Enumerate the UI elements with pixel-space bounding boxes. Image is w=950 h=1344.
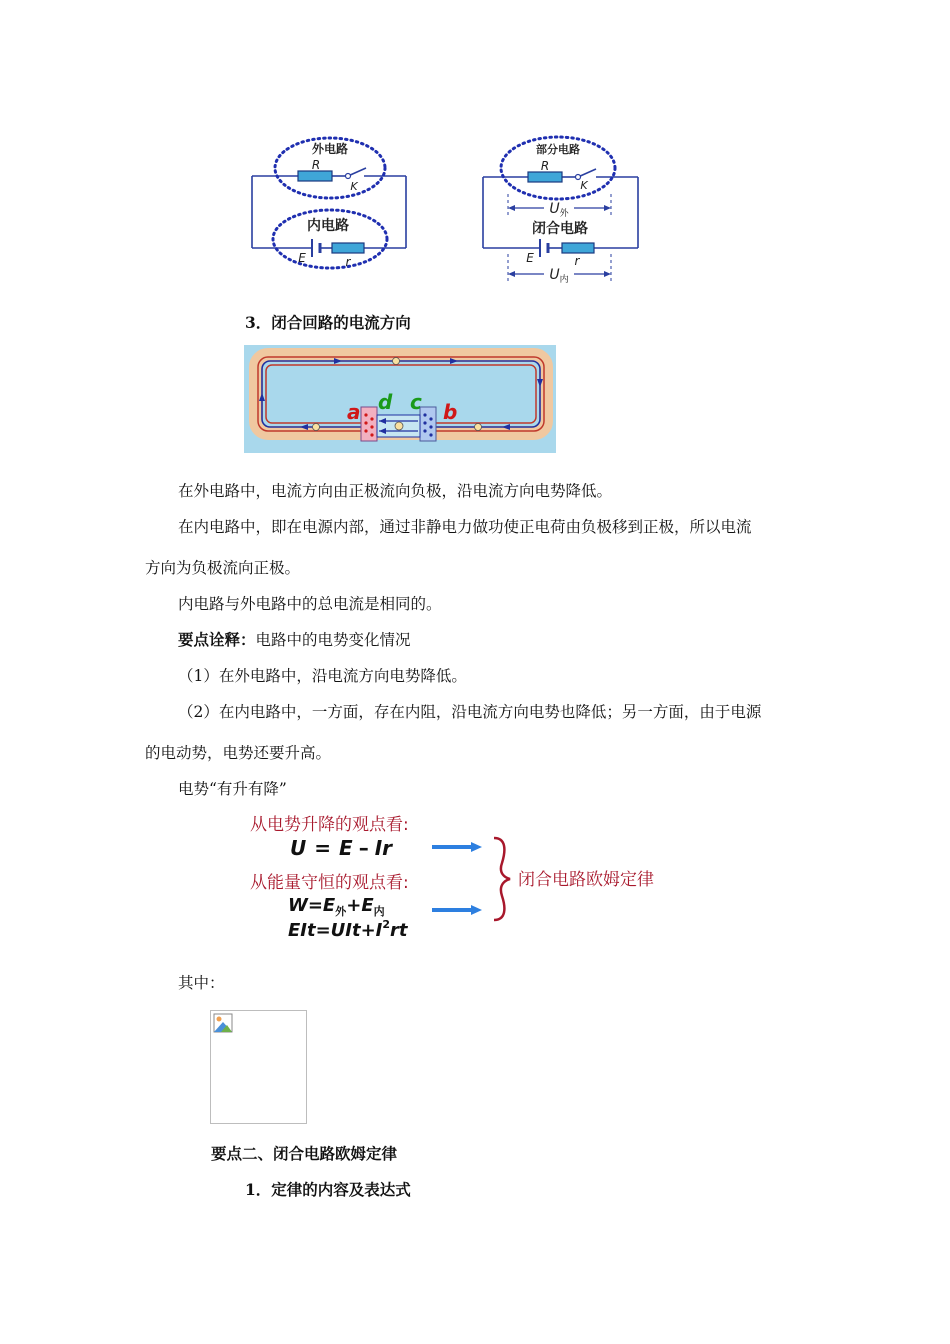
label-d: d xyxy=(378,390,393,414)
switch-K-label: K xyxy=(350,180,358,193)
section-3-title: 3．闭合回路的电流方向 xyxy=(245,313,411,332)
emf-E-label: E xyxy=(298,251,306,265)
energy-viewpoint-text: 从能量守恒的观点看: xyxy=(250,873,409,893)
item-2-line2: 的电动势，电势还要升高。 xyxy=(145,744,332,762)
equation-eit: $EIt=UIt+I^2rt$ xyxy=(288,918,408,941)
keypoint-label: 要点诠释： xyxy=(178,630,256,649)
section-2-title: 要点二、闭合电路欧姆定律 xyxy=(211,1144,398,1163)
brace xyxy=(494,838,510,920)
resistance-r-label: r xyxy=(345,255,351,269)
paragraph-internal-circuit-line2: 方向为负极流向正极。 xyxy=(145,559,301,577)
current-loop-diagram xyxy=(244,345,556,453)
label-a: a xyxy=(347,400,361,424)
paragraph-internal-circuit-line1: 在内电路中，即在电源内部，通过非静电力做功使正电荷由负极移到正极，所以电流 xyxy=(178,518,752,536)
qizhong-text: 其中： xyxy=(178,974,225,992)
inner-circuit-label: 内电路 xyxy=(307,218,349,234)
u-outer-label: $U_外$ xyxy=(549,201,569,219)
closed-circuit-label: 闭合电路 xyxy=(532,221,588,237)
item-2-line1: （2）在内电路中，一方面，存在内阻，沿电流方向电势也降低；另一方面，由于电源 xyxy=(178,703,762,721)
keypoint-line xyxy=(178,630,411,650)
circuit-diagram-right xyxy=(478,126,644,288)
rise-fall-text: 电势“有升有降” xyxy=(178,780,287,798)
closed-circuit-ohm-law-text: 闭合电路欧姆定律 xyxy=(518,870,654,890)
broken-image-icon xyxy=(213,1013,233,1033)
outer-circuit-label: 外电路 xyxy=(311,142,349,156)
label-c: c xyxy=(410,390,422,414)
equation-w: $W=E_外+E_内$ xyxy=(288,895,385,918)
keypoint-text: 电路中的电势变化情况 xyxy=(255,631,411,649)
resistor-R-label: R xyxy=(540,159,550,173)
resistor-R-label: R xyxy=(311,158,321,172)
u-inner-label: $U_内$ xyxy=(549,267,569,285)
formula-figure xyxy=(244,808,684,950)
broken-image-placeholder xyxy=(210,1010,307,1124)
potential-viewpoint-text: 从电势升降的观点看: xyxy=(250,815,409,835)
partial-circuit-label: 部分电路 xyxy=(536,143,580,156)
switch-K-label: K xyxy=(580,179,588,192)
circuit-diagram-left xyxy=(246,126,412,276)
equation-u-e-ir: U = E – Ir xyxy=(290,836,392,860)
item-1: （1）在外电路中，沿电流方向电势降低。 xyxy=(178,667,467,685)
resistance-r-label: r xyxy=(574,254,580,268)
paragraph-total-current: 内电路与外电路中的总电流是相同的。 xyxy=(178,595,442,613)
label-b: b xyxy=(443,400,458,424)
subsection-1-title: 1．定律的内容及表达式 xyxy=(245,1180,411,1199)
emf-E-label: E xyxy=(526,251,534,265)
paragraph-external-circuit: 在外电路中，电流方向由正极流向负极，沿电流方向电势降低。 xyxy=(178,482,613,500)
